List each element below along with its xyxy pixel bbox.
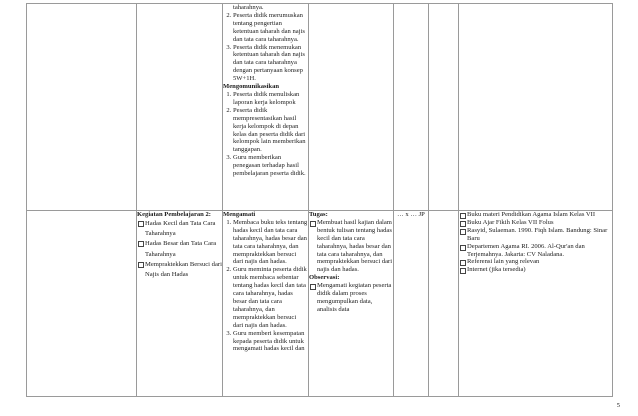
task-list (309, 219, 393, 274)
list-item: 2. Guru meminta peserta didik untuk membaca sebentar tentang hadas kecil dan tata cara taharahnya, hadas besar dan tata cara taharahnya, dan mempraktekkan bersuci dari najis dan hadas. (233, 266, 308, 329)
list-item: Internet (jika tersedia) (459, 266, 612, 274)
observation-list (309, 282, 393, 314)
list-item: 1. Membaca buku teks tentang hadas kecil dan tata cara taharahnya, hadas besar dan tata cara taharahnya, dan mempraktekkan bersuci dari najis dan hadas. (233, 219, 308, 266)
list-item: Rasyid, Sulaeman. 1990. Fiqh Islam. Bandung: Sinar Baru (459, 227, 612, 243)
empty-cell (459, 4, 613, 211)
list-item: 3. Guru memberi kesempatan kepada peserta didik untuk mengamati hadas kecil dan (233, 330, 308, 354)
sources-cell (459, 211, 613, 397)
observe-heading: Mengamati (223, 211, 256, 218)
list-item: Buku Ajar Fikih Kelas VII Folus (459, 219, 612, 227)
activity-topics (137, 219, 222, 280)
task-heading: Tugas: (309, 211, 328, 218)
communicate-heading: Mengomunikasikan (223, 83, 280, 91)
page-number: 5 (616, 402, 620, 409)
communicate-list (223, 91, 308, 178)
empty-cell (309, 4, 394, 211)
time-allocation-cell (394, 211, 429, 397)
list-item: 3. Guru memberikan penegasan terhadap hasil pembelajaran peserta didik. (233, 154, 308, 178)
lesson-plan-table (26, 3, 613, 397)
time-allocation: … x … JP (397, 211, 425, 218)
empty-cell (137, 4, 223, 211)
learning-steps-cell (223, 4, 309, 211)
list-item: Membuat hasil kajian dalam bentuk tulisan tentang hadas kecil dan tata cara taharahnya, hadas besar dan tata cara taharahnya, dan mempraktekkan bersuci dari najis dan hadas. (309, 219, 393, 274)
list-item: Buku materi Pendidikan Agama Islam Kelas VII (459, 211, 612, 219)
observation-heading: Observasi: (309, 274, 340, 282)
list-item: Hadas Kecil dan Tata Cara Taharahnya (137, 219, 222, 239)
list-item: 1. Peserta didik menuliskan laporan kerja kelompok (233, 91, 308, 107)
empty-cell (27, 211, 137, 397)
activity-cell (137, 211, 223, 397)
assessment-cell (309, 211, 394, 397)
list-item: 3. Peserta didik menemukan ketentuan taharah dan najis dan tata cara taharahnya dengan pertanyaan konsep 5W+1H. (233, 44, 308, 84)
list-item: Departemen Agama RI. 2006. Al-Qur'an dan Terjemahnya. Jakarta: CV Naladana. (459, 243, 612, 259)
empty-cell (27, 4, 137, 211)
empty-cell (429, 4, 459, 211)
activity-heading: Kegiatan Pembelajaran 2: (137, 211, 211, 218)
step-continuation: taharahnya. (233, 4, 264, 11)
list-item: Mengamati kegiatan peserta didik dalam proses mengumpulkan data, analisis data (309, 282, 393, 314)
list-item: Mempraktekkan Bersuci dari Najis dan Hadas (137, 260, 222, 280)
empty-cell (429, 211, 459, 397)
observe-cell (223, 211, 309, 397)
table-row (27, 211, 613, 397)
list-item: 2. Peserta didik merumuskan tentang pengertian ketentuan taharah dan najis dan tata cara taharahnya. (233, 12, 308, 44)
list-item: 2. Peserta didik mempresentasikan hasil kerja kelompok di depan kelas dan peserta didik dari kelompok lain memberikan tanggapan. (233, 107, 308, 154)
empty-cell (394, 4, 429, 211)
steps-list (223, 12, 308, 83)
list-item: Hadas Besar dan Tata Cara Taharahnya (137, 239, 222, 259)
observe-list (223, 219, 308, 353)
table-row (27, 4, 613, 211)
sources-list (459, 211, 612, 274)
list-item: Referensi lain yang relevan (459, 258, 612, 266)
